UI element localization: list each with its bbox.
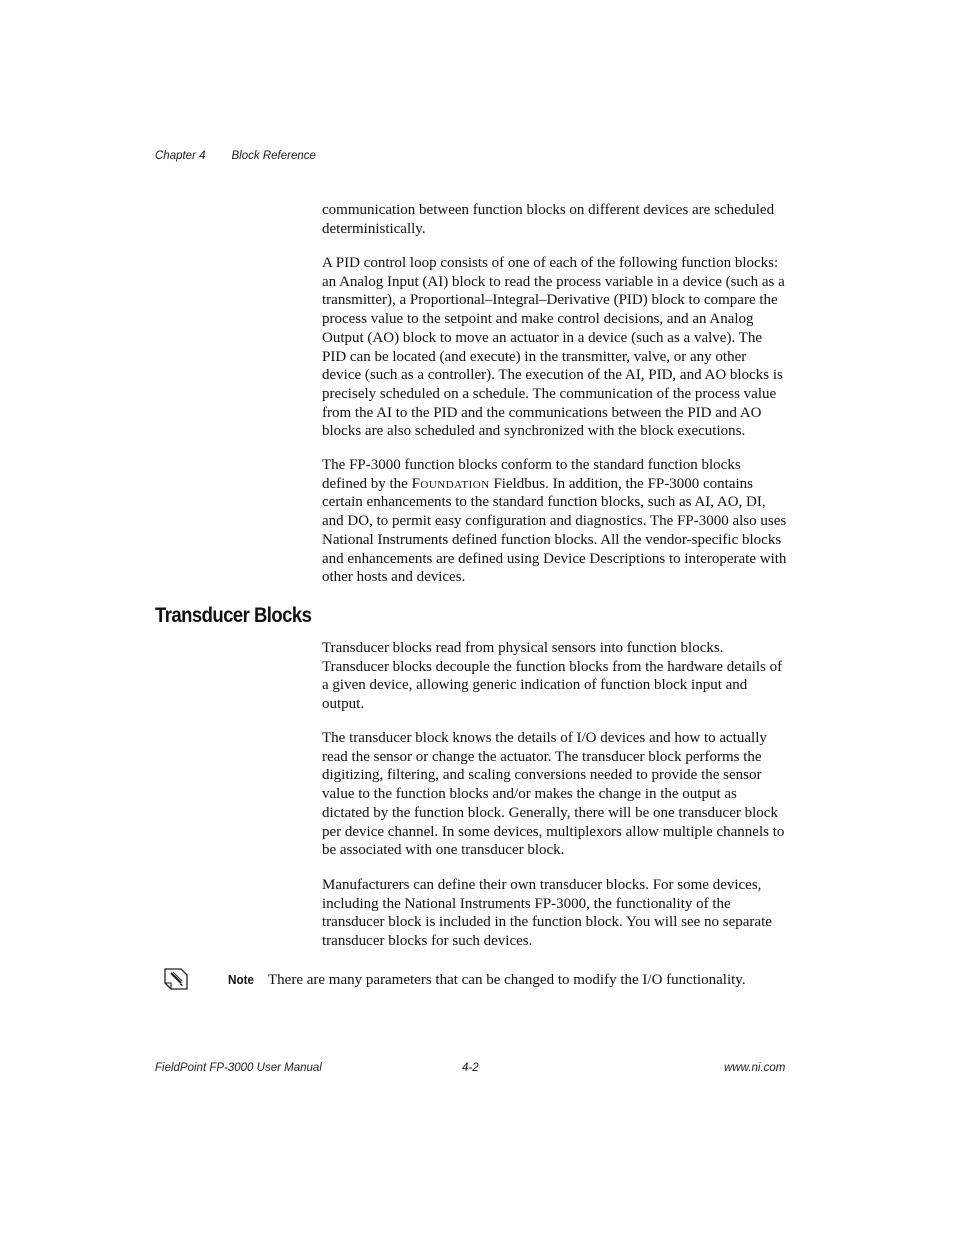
paragraph-fp3000-blocks bbox=[322, 456, 788, 587]
paragraph-text bbox=[322, 456, 788, 587]
footer-manual-title: FieldPoint FP-3000 User Manual bbox=[155, 1062, 322, 1074]
paragraph-text: Transducer blocks read from physical sensors into function blocks. Transducer blocks decouple the function blocks from the hardware details of a given device, allowing generic indication of function block input and output. bbox=[322, 640, 783, 713]
footer-page-number: 4-2 bbox=[462, 1062, 479, 1074]
note-label: Note bbox=[228, 972, 255, 987]
paragraph-text: A PID control loop consists of one of each of the following function blocks: an Analog Input (AI) block to read the process variable in a device (such as a transmitter), a Proportional–Integral–Derivative (PID) block to compare the process value to the setpoint and make control decisions, and an Analog Output (AO) block to move an actuator in a device (such as a valve). The PID can be located (and execute) in the transmitter, valve, or any other device (such as a controller). The execution of the AI, PID, and AO blocks is precisely scheduled on a schedule. The communication of the process value from the AI to the PID and the communications between the PID and AO blocks are also scheduled and synchronized with the block executions. bbox=[322, 255, 785, 440]
section-heading: Transducer Blocks bbox=[155, 604, 312, 627]
footer-website-link[interactable]: www.ni.com bbox=[724, 1062, 786, 1074]
text-segment: The FP-3000 function blocks conform to the standard function blocks defined by the bbox=[322, 457, 741, 492]
paragraph-transducer-details bbox=[322, 729, 788, 860]
paragraph-transducer-intro bbox=[322, 639, 788, 714]
paragraph-pid-loop bbox=[322, 254, 788, 441]
note-pencil-icon bbox=[162, 965, 190, 993]
paragraph-text: The transducer block knows the details of I/O devices and how to actually read the sensor or change the actuator. The transducer block performs the digitizing, filtering, and scaling conversions needed to provide the sensor value to the function blocks and/or makes the change in the output as dictated by the function block. Generally, there will be one transducer block per device channel. In some devices, multiplexors allow multiple channels to be associated with one transducer block. bbox=[322, 730, 785, 859]
paragraph-text: communication between function blocks on different devices are scheduled deterministically. bbox=[322, 202, 775, 237]
paragraph-communication bbox=[322, 201, 788, 238]
foundation-smallcaps: Foundation bbox=[411, 475, 490, 492]
paragraph-text: Manufacturers can define their own transducer blocks. For some devices, including the National Instruments FP-3000, the functionality of the transducer block is included in the function block. You will see no separate transducer blocks for such devices. bbox=[322, 877, 772, 950]
chapter-title: Block Reference bbox=[231, 150, 316, 162]
chapter-number: Chapter 4 bbox=[155, 150, 206, 162]
paragraph-manufacturers bbox=[322, 876, 788, 951]
text-segment: Fieldbus. In addition, the FP-3000 contains certain enhancements to the standard function blocks, such as AI, AO, DI, and DO, to permit easy configuration and diagnostics. The FP-3000 also uses National Instruments defined function blocks. All the vendor-specific blocks and enhancements are defined using Device Descriptions to interoperate with other hosts and devices. bbox=[322, 475, 787, 586]
running-header bbox=[155, 150, 316, 162]
note-text: There are many parameters that can be changed to modify the I/O functionality. bbox=[268, 972, 746, 988]
